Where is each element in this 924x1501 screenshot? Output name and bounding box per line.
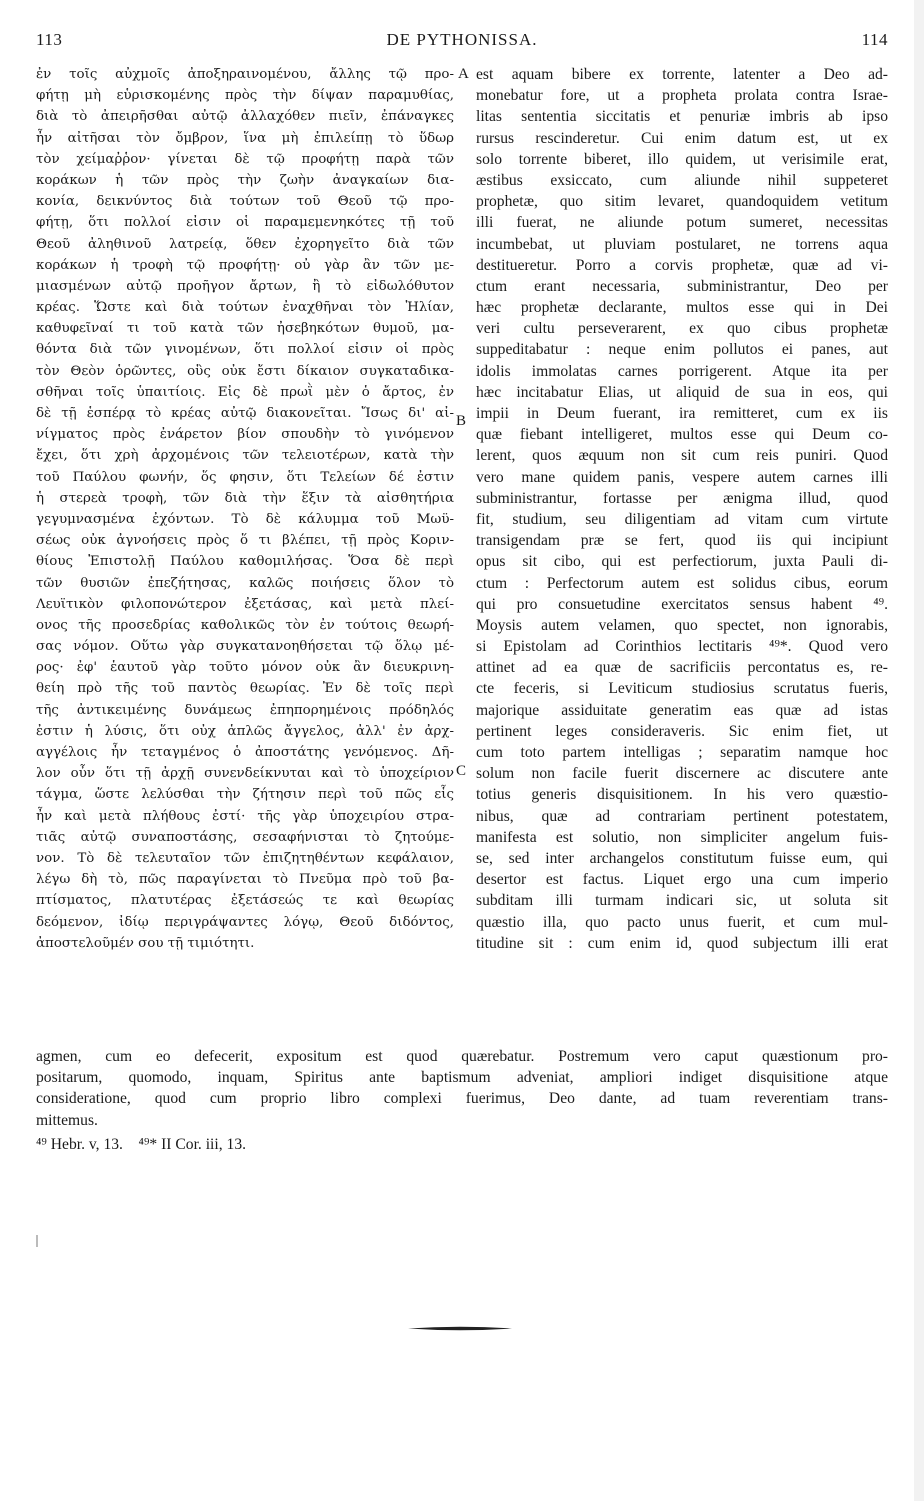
latin-line: ctum : Perfectorum autem est solidus cibus, eorum [476, 574, 888, 592]
page-number-left: 113 [36, 30, 63, 49]
latin-line: litas sententia siccitatis et penuriæ imbris ab ipso [476, 108, 888, 126]
greek-line: γεγυμνασμένα ἐχόντων. Τὸ δὲ κάλυμμα τοῦ Μωϋ- [36, 511, 454, 527]
latin-line: quæ fiebant intelligeret, multos esse qui Deum co- [476, 426, 888, 444]
greek-line: ἡ στερεὰ τροφὴ, τῶν διὰ τὴν ἕξιν τὰ αἰσθητήρια [36, 490, 454, 506]
full-line: agmen, cum eo defecerit, expositum est quod quærebatur. Postremum vero caput quæstionum pro- [36, 1048, 888, 1065]
greek-line: ἀποστελοῦμέν σου τῇ τιμιότητι. [36, 935, 255, 951]
latin-line: hæc prophetæ declarante, multos esse qui in Dei [476, 299, 888, 317]
latin-line: nibus, quæ ad contrariam pertinent potestatem, [476, 807, 888, 825]
latin-line: impii in Deum fuerant, ira remitteret, cum ex iis [476, 405, 888, 422]
page-header [36, 30, 888, 54]
end-ornament-rule [408, 1326, 512, 1331]
full-line: consideratione, quod cum proprio libro complexi fuerimus, Deo dante, ad tuam reverentiam trans- [36, 1090, 888, 1108]
greek-line: τῆς ἀντικειμένης δυνάμεως ἐπηπορημένοις πρόδηλός [36, 702, 454, 718]
greek-line: ονος τῆς προσεδρίας καθολικῶς τὸν ἐν τούτοις θεωρή- [36, 617, 454, 633]
scan-mark [36, 1235, 38, 1247]
greek-line: σέως οὐκ ἀγνοήσεις πρὸς ὅ τι βλέπει, τῇ πρὸς Κοριν- [36, 533, 454, 549]
latin-line: totius generis disquisitionem. In his vero quæstio- [476, 786, 888, 804]
greek-line: κρέας. Ὥστε καὶ διὰ τούτων ἐναχθῆναι τὸν Ἠλίαν, [36, 300, 454, 316]
latin-line: majorique assiduitate generatim eas quæ ad istas [476, 701, 888, 719]
latin-line: æstibus exsiccato, cum aliunde nihil suppeteret [476, 171, 888, 189]
latin-line: lerent, quos æquum non sit cum reis puniri. Quod [476, 447, 888, 465]
greek-line: τὸν χείμαῤῥον· γίνεται δὲ τῷ προφήτῃ παρὰ τῶν [36, 151, 454, 167]
latin-line: qui pro consuetudine exercitatos sensus habent ⁴⁹. [476, 595, 888, 613]
greek-line: φήτῃ, ὅτι πολλοί εἰσιν οἱ παραμεμενηκότες τῇ τοῦ [36, 215, 454, 231]
greek-line: κοράκων ἡ τῶν πρὸς τὴν ζωὴν ἀναγκαίων δια- [36, 172, 454, 188]
greek-line: ἦν αἰτῆσαι τὸν ὄμβρον, ἵνα μὴ ἐπιλείπῃ τὸ ὕδωρ [36, 130, 454, 146]
latin-line: subministrantur, fortasse per ænigma illud, quod [476, 489, 888, 507]
greek-line: νίγματος πρὸς ἐνάρετον βίον σπουδὴν τὸ γινόμενον [36, 427, 454, 443]
footnote-hebr: ⁴⁹ Hebr. v, 13. [36, 1136, 123, 1153]
full-width-paragraph [36, 1046, 888, 1131]
greek-line: ἐν τοῖς αὐχμοῖς ἀποξηραινομένου, ἄλλης τῷ προ- [36, 67, 454, 82]
greek-line: Λευϊτικὸν φιλοπονώτερον ἐξετάσας, καὶ μετὰ πλεί- [36, 596, 454, 612]
latin-line: solum non facile fuerit discernere ac discutere ante [476, 765, 888, 783]
latin-line: suppeditabatur : neque enim pollutos ei panes, aut [476, 341, 888, 359]
footnote-cor: ⁴⁹* II Cor. iii, 13. [138, 1136, 247, 1153]
greek-line: ρος· ἐφ' ἑαυτοῦ γὰρ τοῦτο μόνον οὐκ ἂν διευκρινη- [36, 660, 454, 676]
greek-line: σθῆναι τοῖς ὑπαιτίοις. Εἰς δὲ πρωῒ μὲν ὁ ἄρτος, ἐν [36, 384, 454, 400]
latin-line: manifesta est solutio, non simpliciter angelum fuis- [476, 828, 888, 846]
greek-line: Θεοῦ ἀληθινοῦ λατρείᾳ, ὅθεν ἐχορηγεῖτο διὰ τῶν [36, 236, 454, 252]
latin-line: illi fuerat, ne aliunde potum sumeret, necessitas [476, 214, 888, 232]
greek-line: αγγέλοις ἦν τεταγμένος ὁ ἀποστάτης γενόμενος. Δῆ- [36, 745, 454, 760]
greek-line: σας νόμον. Οὕτω γὰρ συγκατανοηθήσεται τῷ ὅλῳ μέ- [36, 639, 454, 655]
section-marker-a: A [458, 66, 469, 82]
latin-line: est aquam bibere ex torrente, latenter a Deo ad- [476, 66, 888, 83]
greek-line: τάγμα, ὥστε λελύσθαι τὴν ζήτησιν περὶ τοῦ πῶς εἷς [36, 787, 454, 803]
greek-line: θόντα διὰ τῶν γινομένων, ὅτι πολλοί εἰσιν οἱ πρὸς [36, 342, 454, 358]
greek-line: τιᾶς αὐτῷ συναποστάσης, σεσαφήνισται τὸ ζητούμε- [36, 829, 454, 845]
greek-line: τῶν θυσιῶν ἐπεζήτησας, καλῶς ποιήσεις ὅλον τὸ [36, 575, 454, 591]
greek-line: λέγω δὴ τὸ, πῶς παραγίνεται τὸ Πνεῦμα πρὸ τοῦ βα- [36, 872, 454, 888]
latin-line: desertor est factus. Liquet ergo una cum imperio [476, 871, 888, 889]
full-line: positarum, quomodo, inquam, Spiritus ante baptismum adveniat, ampliori indiget disquisitione atque [36, 1069, 888, 1087]
latin-line: incumbebat, ut pluviam postularet, ne torrens aqua [476, 235, 888, 253]
latin-line: hæc incitabatur Elias, ut aliquid de sua in eos, qui [476, 383, 888, 401]
latin-line: Moysis autem velamen, quo spectet, non ignorabis, [476, 616, 888, 634]
greek-line: ἦν καὶ μετὰ πλήθους ἐστί· τῆς γὰρ ὑποχειρίου στρα- [36, 808, 454, 824]
greek-line: θείη πρὸ τῆς τοῦ παντὸς θεωρίας. Ἐν δὲ τοῖς περὶ [36, 681, 454, 697]
greek-line: λον οὖν ὅτι τῇ ἀρχῇ συνενδείκνυται καὶ τὸ ὑποχείριον [36, 766, 454, 782]
greek-line: ἔχει, ὅτι χρὴ ἀρχομένοις τῶν τελειοτέρων, κατὰ τὴν [36, 448, 454, 464]
greek-line: τοῦ Παύλου φωνήν, ὅς φησιν, ὅτι Τελείων δέ ἐστιν [36, 469, 454, 485]
latin-line: si Epistolam ad Corinthios lectitaris ⁴⁹*. Quod vero [476, 638, 888, 656]
greek-column [36, 64, 454, 954]
greek-line: νον. Τὸ δὲ τελευταῖον τῶν ἐπιζητηθέντων κεφάλαιον, [36, 850, 454, 866]
section-marker-b: B [456, 413, 467, 429]
greek-line: πτίσματος, πλατυτέρας ἐξετάσεώς τε καὶ θεωρίας [36, 893, 454, 909]
latin-line: solo torrente biberet, illo quidem, ut verisimile erat, [476, 150, 888, 168]
greek-line: θίους Ἐπιστολῇ Παύλου καθομιλήσας. Ὅσα δὲ περὶ [36, 554, 454, 570]
running-title: DE PYTHONISSA. [386, 30, 538, 49]
greek-line: κονία, δεικνύντος διὰ τούτων τοῦ Θεοῦ τῷ προ- [36, 194, 454, 210]
greek-line: δὲ τῇ ἑσπέρᾳ τὸ κρέας αὐτῷ διακονεῖται. Ἴσως δι' αἰ- [36, 406, 454, 421]
binding-edge [914, 0, 924, 1501]
latin-line: fit, studium, seu diligentiam ad vitam cum virtute [476, 510, 888, 528]
greek-line: δεόμενον, ἰδίῳ περιγράψαντες λόγῳ, Θεοῦ διδόντος, [36, 914, 454, 930]
latin-line: titudine sit : cum enim id, quod subjectum illi erat [476, 934, 888, 952]
greek-line: φήτῃ μὴ εὑρισκομένης πρὸς τὴν δίψαν παραμυθίας, [36, 88, 454, 104]
section-marker-c: C [456, 763, 467, 779]
greek-line: καθυφεῖναί τι τοῦ κατὰ τῶν ἠσεβηκότων θυμοῦ, μα- [36, 321, 454, 337]
latin-line: idolis immolatas carnes porrigerent. Atque ita per [476, 362, 888, 380]
latin-line: cum toto partem intelligas ; separatim namque hoc [476, 744, 888, 761]
latin-line: subditam illi turmam indicari sic, ut soluta sit [476, 892, 888, 910]
latin-line: ctum erant necessaria, subministrantur, Deo per [476, 277, 888, 295]
latin-line: monebatur fore, ut a propheta prolata contra Israe- [476, 87, 888, 105]
greek-line: διὰ τὸ ἀπειρῆσθαι αὐτῷ ἀλλαχόθεν πιεῖν, ἐπάναγκες [36, 109, 454, 125]
latin-line: cte feceris, si Leviticum studiosius scrutatus fueris, [476, 680, 888, 698]
latin-line: veri cultu perseverarent, ex quo cibus prophetæ [476, 320, 888, 338]
full-line: mittemus. [36, 1111, 98, 1129]
latin-line: pertinent leges consideraveris. Sic enim fiet, ut [476, 722, 888, 740]
latin-line: vero mane quidem panis, vespere autem carnes illi [476, 468, 888, 486]
latin-line: se, sed inter archangelos constitutum fuisse eum, qui [476, 849, 888, 867]
latin-line: opus sit cibo, qui est perfectiorum, juxta Pauli di- [476, 553, 888, 571]
latin-column [476, 64, 888, 954]
page-number-right: 114 [861, 30, 888, 49]
footnotes [36, 1136, 888, 1154]
latin-line: transigendam præ se fert, quod iis qui incipiunt [476, 532, 888, 550]
greek-line: ἐστιν ἡ λύσις, ὅτι οὐχ ἁπλῶς ἄγγελος, ἀλλ' ἐν ἀρχ- [36, 723, 454, 739]
greek-line: κοράκων ἡ τροφὴ τῷ προφήτῃ· οὐ γὰρ ἂν τῶν με- [36, 257, 454, 273]
latin-line: quæstio illa, quo pacto unus fuerit, et cum mul- [476, 913, 888, 931]
latin-line: rursus rescinderetur. Cui enim datum est, ut ex [476, 129, 888, 147]
latin-line: attinet ad ea quæ de sacrificiis percontatus es, re- [476, 659, 888, 677]
latin-line: destitueretur. Porro a corvis prophetæ, quæ ad vi- [476, 256, 888, 274]
greek-line: μιασμένων αὐτῷ προῆγον ἄρτων, ἢ τὸ εἰδωλόθυτον [36, 278, 454, 294]
latin-line: prophetæ, quo sitim levaret, quandoquidem vetitum [476, 193, 888, 211]
greek-line: τὸν Θεὸν ὁρῶντες, οὓς οὐκ ἔστι δίκαιον συγκαταδικα- [36, 363, 454, 379]
